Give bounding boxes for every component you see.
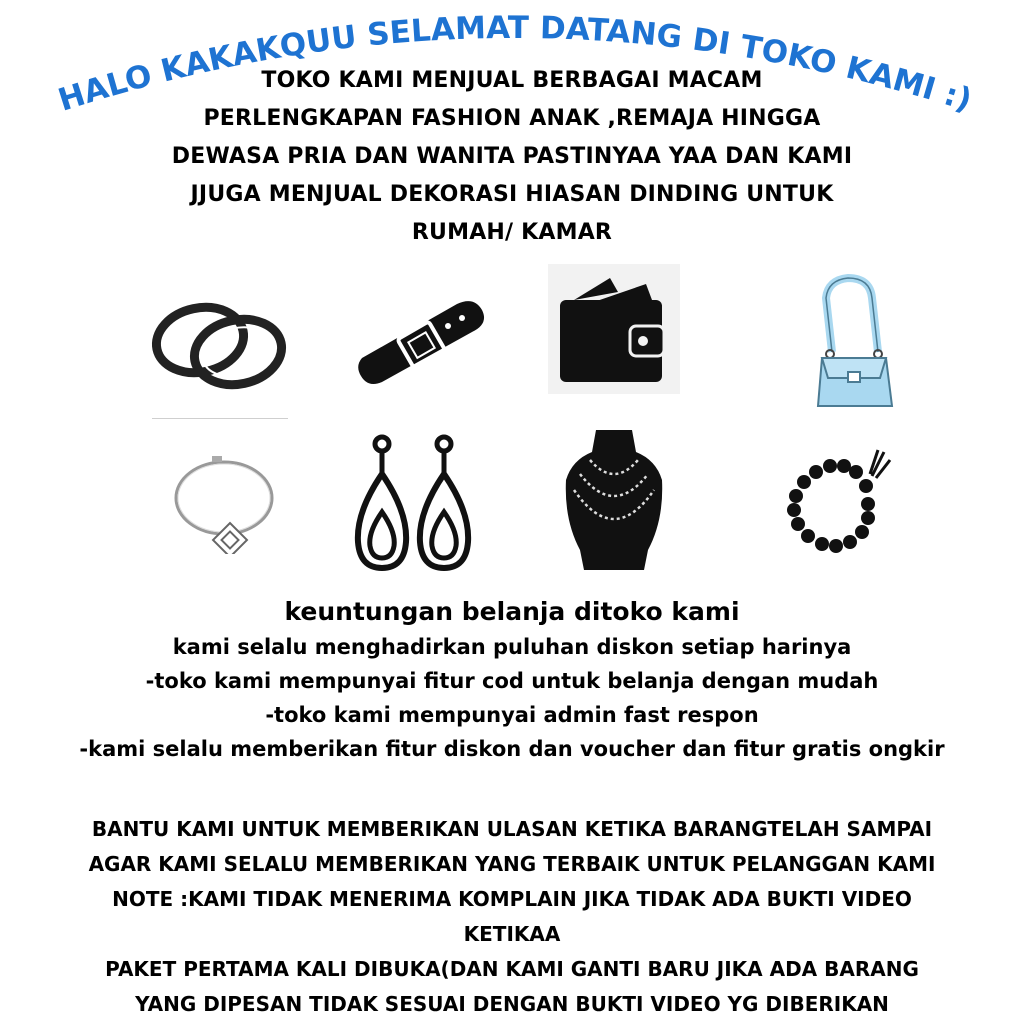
notice-line: AGAR KAMI SELALU MEMBERIKAN YANG TERBAIK UNTUK PELANGGAN KAMI <box>88 852 936 876</box>
notice-line: BANTU KAMI UNTUK MEMBERIKAN ULASAN KETIKA BARANGTELAH SAMPAI <box>91 817 933 841</box>
notice-line: YANG DIPESAN TIDAK SESUAI DENGAN BUKTI VIDEO YG DIBERIKAN <box>135 992 889 1016</box>
wallet-icon <box>548 264 680 394</box>
earrings-icon <box>352 432 474 574</box>
intro-line: JJUGA MENJUAL DEKORASI HIASAN DINDING UNTUK <box>190 182 834 207</box>
benefit-line: -toko kami mempunyai admin fast respon <box>265 703 759 727</box>
bead-bracelet-icon <box>784 446 894 560</box>
divider <box>152 418 288 419</box>
intro-line: TOKO KAMI MENJUAL BERBAGAI MACAM <box>261 68 763 93</box>
benefit-line: -toko kami mempunyai fitur cod untuk belanja dengan mudah <box>145 669 879 693</box>
intro-text <box>0 62 1024 252</box>
benefits-section <box>0 594 1024 766</box>
notice-section <box>0 812 1024 1022</box>
necklace-icon <box>552 430 676 570</box>
intro-line: RUMAH/ KAMAR <box>411 220 613 245</box>
belt-icon <box>352 296 498 388</box>
greeting-text: HALO KAKAKQUU SELAMAT DATANG DI TOKO KAMI :) <box>54 9 976 119</box>
notice-line: KETIKAA <box>463 922 561 946</box>
handbag-icon <box>808 272 900 412</box>
benefits-heading: keuntungan belanja ditoko kami <box>284 597 740 626</box>
benefit-line: -kami selalu memberikan fitur diskon dan voucher dan fitur gratis ongkir <box>79 737 945 761</box>
benefit-line: kami selalu menghadirkan puluhan diskon setiap harinya <box>172 635 852 659</box>
notice-line: NOTE :KAMI TIDAK MENERIMA KOMPLAIN JIKA TIDAK ADA BUKTI VIDEO <box>112 887 912 911</box>
rings-icon <box>150 296 288 396</box>
bracelet-icon <box>168 452 280 554</box>
notice-line: PAKET PERTAMA KALI DIBUKA(DAN KAMI GANTI BARU JIKA ADA BARANG <box>105 957 919 981</box>
intro-line: PERLENGKAPAN FASHION ANAK ,REMAJA HINGGA <box>203 106 821 131</box>
intro-line: DEWASA PRIA DAN WANITA PASTINYAA YAA DAN KAMI <box>171 144 853 169</box>
